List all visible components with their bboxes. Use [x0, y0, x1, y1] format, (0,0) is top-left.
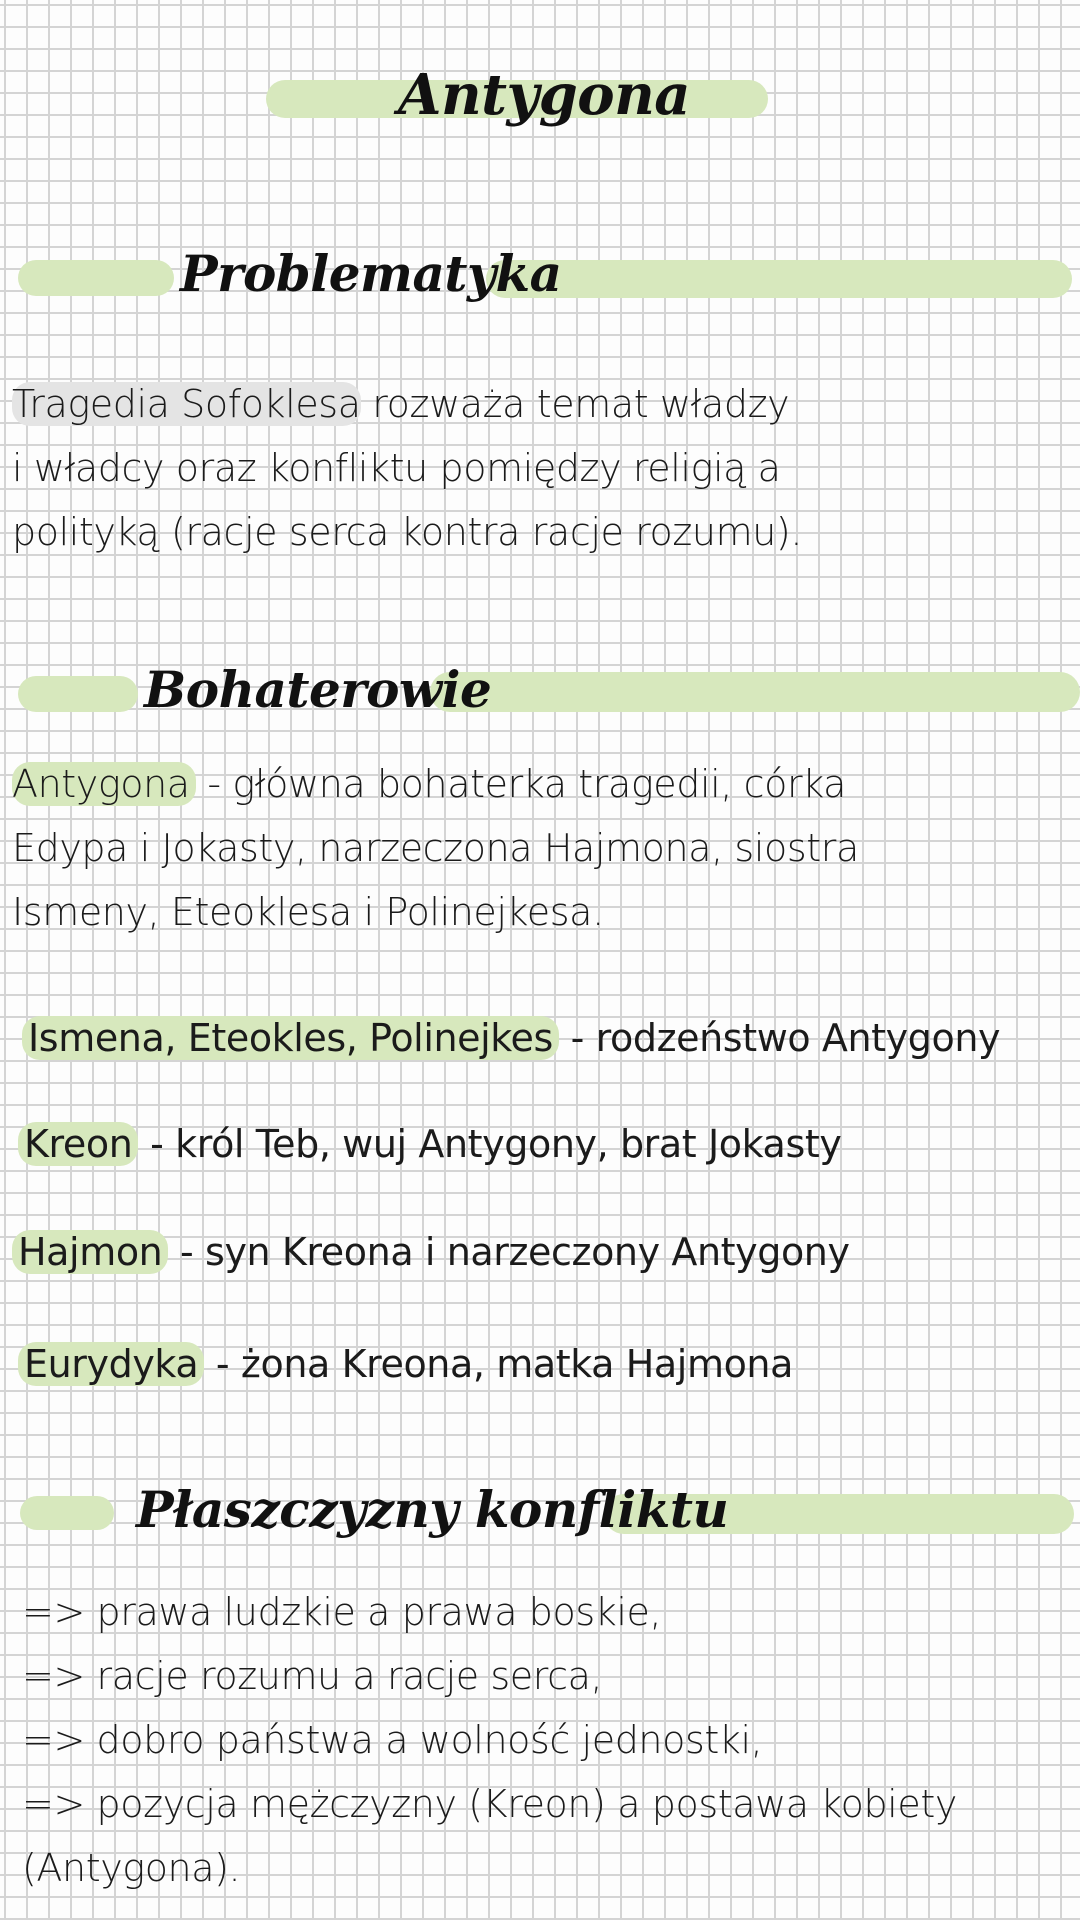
- heading-highlight-right: [430, 672, 1080, 712]
- problematyka-line-2: i władcy oraz konfliktu pomiędzy religią a: [12, 446, 781, 490]
- list-item: => dobro państwa a wolność jednostki,: [22, 1718, 763, 1762]
- antygona-line-1: [12, 752, 859, 816]
- list-item: [22, 1010, 1000, 1066]
- section-heading-bohaterowie: Bohaterowie: [144, 660, 492, 719]
- character-name: Hajmon: [12, 1230, 168, 1274]
- character-desc: - rodzeństwo Antygony: [558, 1016, 1001, 1060]
- section-heading-konflikt: Płaszczyzny konfliktu: [136, 1480, 729, 1539]
- heading-highlight-left: [20, 1496, 114, 1530]
- list-item: => pozycja mężczyzny (Kreon) a postawa kobiety: [22, 1782, 957, 1826]
- character-desc: - król Teb, wuj Antygony, brat Jokasty: [138, 1122, 842, 1166]
- list-item: [18, 1336, 793, 1392]
- antygona-line-1-rest: - główna bohaterka tragedii, córka: [195, 762, 847, 806]
- heading-highlight-left: [18, 260, 174, 296]
- section-heading-problematyka: Problematyka: [180, 244, 562, 303]
- konflikt-list: [22, 1580, 957, 1900]
- problematyka-line-1-rest: rozważa temat władzy: [372, 382, 790, 426]
- heading-highlight-left: [18, 676, 138, 712]
- character-name: Eurydyka: [18, 1342, 204, 1386]
- page-title: Antygona: [398, 62, 691, 128]
- character-name: Kreon: [18, 1122, 138, 1166]
- problematyka-text: [12, 372, 802, 564]
- problematyka-lead: Tragedia Sofoklesa: [12, 382, 361, 426]
- character-desc: - żona Kreona, matka Hajmona: [204, 1342, 793, 1386]
- character-name-antygona: Antygona: [12, 762, 196, 806]
- antygona-line-3: Ismeny, Eteoklesa i Polinejkesa.: [12, 890, 604, 934]
- list-item: => racje rozumu a racje serca,: [22, 1654, 603, 1698]
- problematyka-line-1: [12, 372, 802, 436]
- list-item: (Antygona).: [22, 1846, 241, 1890]
- problematyka-line-3: polityką (racje serca kontra racje rozumu).: [12, 510, 803, 554]
- list-item: [12, 1224, 850, 1280]
- antygona-line-2: Edypa i Jokasty, narzeczona Hajmona, siostra: [12, 826, 859, 870]
- antygona-description: [12, 752, 859, 944]
- list-item: [18, 1116, 841, 1172]
- heading-highlight-right: [486, 260, 1072, 298]
- list-item: => prawa ludzkie a prawa boskie,: [22, 1590, 662, 1634]
- character-desc: - syn Kreona i narzeczony Antygony: [168, 1230, 850, 1274]
- character-name: Ismena, Eteokles, Polinejkes: [22, 1016, 559, 1060]
